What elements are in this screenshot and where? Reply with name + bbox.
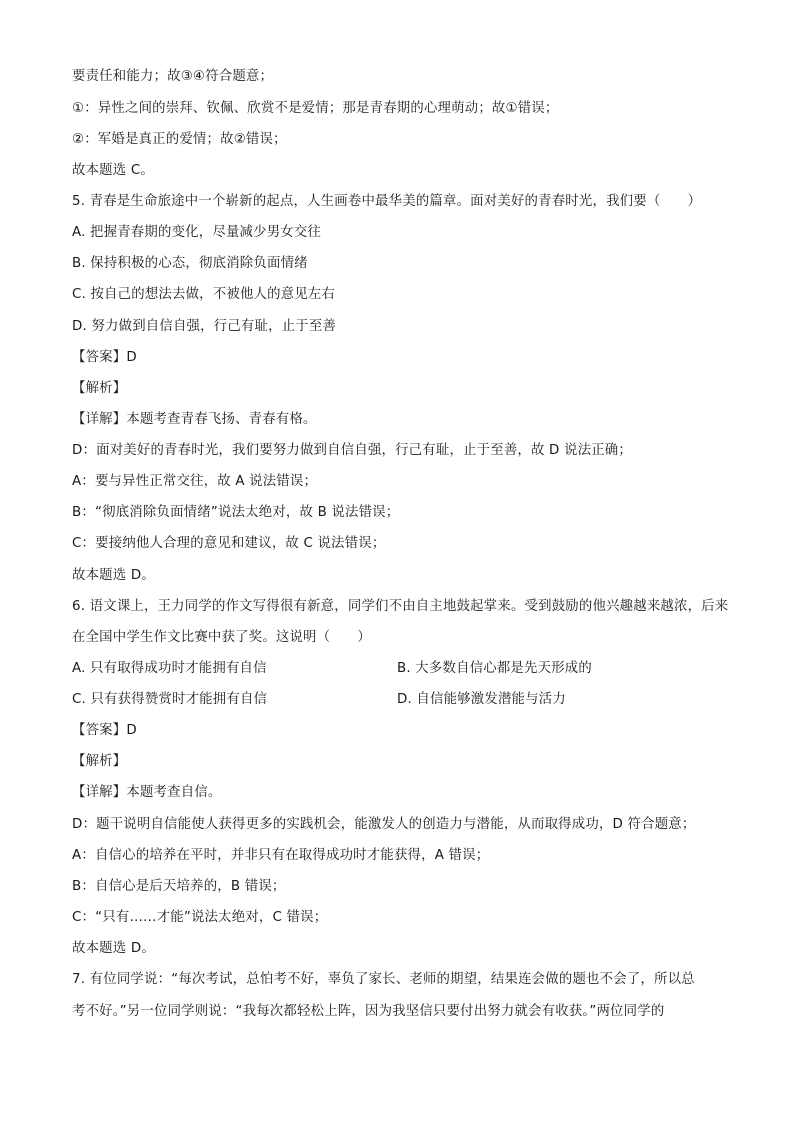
- answer-label: 【答案】D: [72, 723, 137, 738]
- detail-line: 【详解】本题考查自信。: [72, 785, 222, 800]
- analysis-label: 【解析】: [72, 381, 127, 396]
- text-line: 故本题选 D。: [72, 941, 155, 956]
- text-line: A：自信心的培养在平时，并非只有在取得成功时才能获得，A 错误；: [72, 848, 490, 863]
- text-line: D：题干说明自信能使人获得更多的实践机会，能激发人的创造力与潜能，从而取得成功，D 符合题意；: [72, 817, 696, 832]
- option-a: A. 只有取得成功时才能拥有自信: [72, 661, 267, 676]
- text-line: C：“只有……才能”说法太绝对，C 错误；: [72, 910, 328, 925]
- option-d: D. 自信能够激发潜能与活力: [397, 692, 566, 707]
- answer-label: 【答案】D: [72, 350, 137, 365]
- option-a: A. 把握青春期的变化，尽量减少男女交往: [72, 225, 322, 240]
- question-7-stem-cont: 考不好。”另一位同学则说：“我每次都轻松上阵，因为我坚信只要付出努力就会有收获。”两位同学的: [72, 1004, 665, 1019]
- text-line: 故本题选 C。: [72, 163, 154, 178]
- analysis-label: 【解析】: [72, 754, 127, 769]
- question-5-stem: 5. 青春是生命旅途中一个崭新的起点，人生画卷中最华美的篇章。面对美好的青春时光，我们要（ ）: [72, 194, 702, 209]
- option-c: C. 只有获得赞赏时才能拥有自信: [72, 692, 268, 707]
- question-6-stem: 6. 语文课上，王力同学的作文写得很有新意，同学们不由自主地鼓起掌来。受到鼓励的他兴趣越来越浓，后来: [72, 599, 729, 614]
- text-line: D：面对美好的青春时光，我们要努力做到自信自强，行己有耻，止于至善，故 D 说法正确；: [72, 443, 632, 458]
- option-b: B. 保持积极的心态，彻底消除负面情绪: [72, 256, 308, 271]
- text-line: B：自信心是后天培养的，B 错误；: [72, 879, 286, 894]
- text-line: 故本题选 D。: [72, 568, 155, 583]
- text-line: 要责任和能力；故③④符合题意；: [72, 69, 274, 84]
- option-c: C. 按自己的想法去做，不被他人的意见左右: [72, 287, 336, 302]
- question-6-stem-cont: 在全国中学生作文比赛中获了奖。这说明（ ）: [72, 630, 371, 645]
- option-d: D. 努力做到自信自强，行己有耻，止于至善: [72, 319, 337, 334]
- text-line: C：要接纳他人合理的意见和建议，故 C 说法错误；: [72, 536, 386, 551]
- detail-line: 【详解】本题考查青春飞扬、青春有格。: [72, 412, 317, 427]
- option-b: B. 大多数自信心都是先天形成的: [397, 661, 592, 676]
- question-7-stem: 7. 有位同学说：“每次考试，总怕考不好，辜负了家长、老师的期望，结果连会做的题也不会了，所以总: [72, 972, 695, 987]
- text-line: ①：异性之间的崇拜、钦佩、欣赏不是爱情；那是青春期的心理萌动；故①错误；: [72, 101, 559, 116]
- text-line: B：“彻底消除负面情绪”说法太绝对，故 B 说法错误；: [72, 505, 400, 520]
- text-line: ②：军婚是真正的爱情；故②错误；: [72, 132, 287, 147]
- text-line: A：要与异性正常交往，故 A 说法错误；: [72, 474, 318, 489]
